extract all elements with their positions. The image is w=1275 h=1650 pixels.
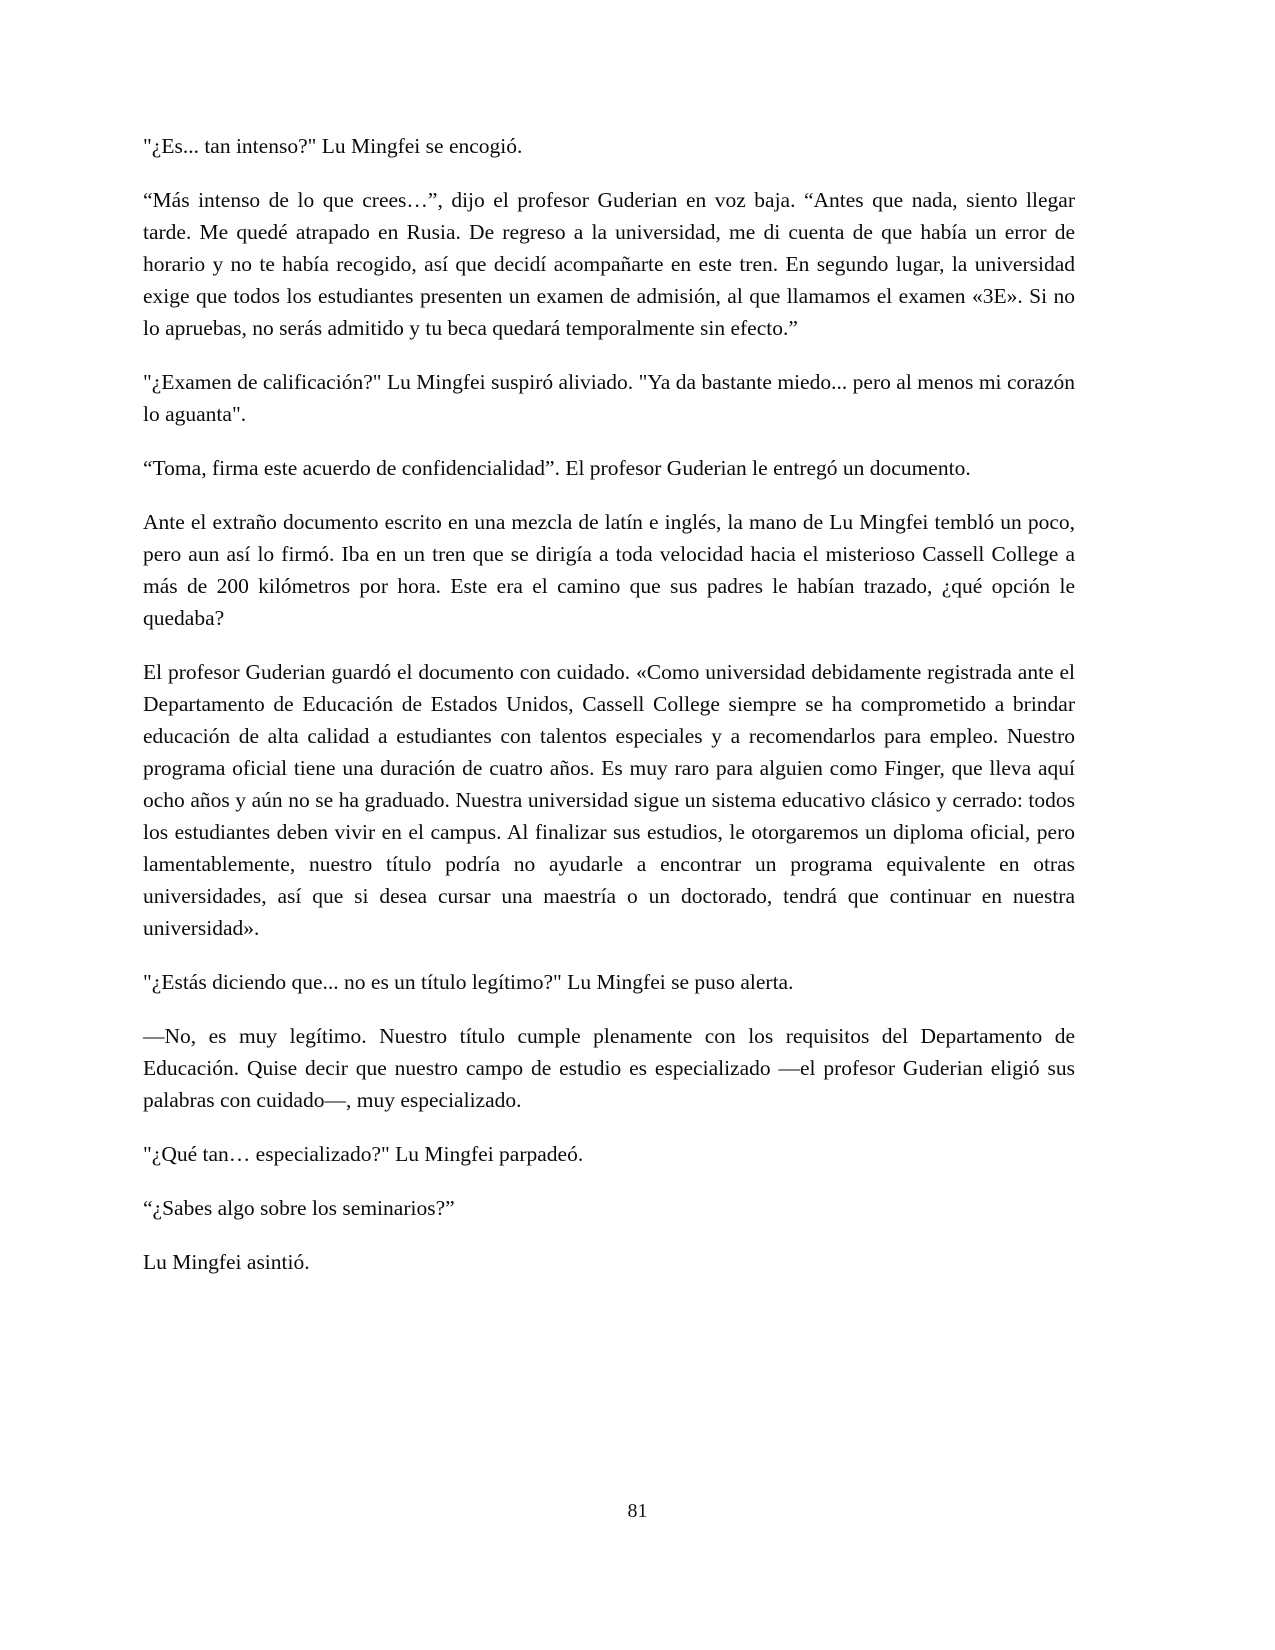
- body-text-column: [143, 130, 1075, 1278]
- paragraph: Ante el extraño documento escrito en una mezcla de latín e inglés, la mano de Lu Mingfei tembló un poco, pero aun así lo firmó. Iba en un tren que se dirigía a toda velocidad hacia el misterioso Cassell College a más de 200 kilómetros por hora. Este era el camino que sus padres le habían trazado, ¿qué opción le quedaba?: [143, 510, 1075, 630]
- paragraph: “Más intenso de lo que crees…”, dijo el profesor Guderian en voz baja. “Antes que nada, siento llegar tarde. Me quedé atrapado en Rusia. De regreso a la universidad, me di cuenta de que había un error de horario y no te había recogido, así que decidí acompañarte en este tren. En segundo lugar, la universidad exige que todos los estudiantes presenten un examen de admisión, al que llamamos el examen «3E». Si no lo apruebas, no serás admitido y tu beca quedará temporalmente sin efecto.”: [143, 188, 1075, 340]
- paragraph: El profesor Guderian guardó el documento con cuidado. «Como universidad debidamente registrada ante el Departamento de Educación de Estados Unidos, Cassell College siempre se ha comprometido a brindar educación de alta calidad a estudiantes con talentos especiales y a recomendarlos para empleo. Nuestro programa oficial tiene una duración de cuatro años. Es muy raro para alguien como Finger, que lleva aquí ocho años y aún no se ha graduado. Nuestra universidad sigue un sistema educativo clásico y cerrado: todos los estudiantes deben vivir en el campus. Al finalizar sus estudios, le otorgaremos un diploma oficial, pero lamentablemente, nuestro título podría no ayudarle a encontrar un programa equivalente en otras universidades, así que si desea cursar una maestría o un doctorado, tendrá que continuar en nuestra universidad».: [143, 660, 1075, 940]
- paragraph: "¿Examen de calificación?" Lu Mingfei suspiró aliviado. "Ya da bastante miedo... pero al menos mi corazón lo aguanta".: [143, 370, 1075, 426]
- paragraph: "¿Estás diciendo que... no es un título legítimo?" Lu Mingfei se puso alerta.: [143, 970, 794, 994]
- page-number: 81: [627, 1500, 648, 1522]
- paragraph: "¿Qué tan… especializado?" Lu Mingfei parpadeó.: [143, 1142, 584, 1166]
- paragraph: "¿Es... tan intenso?" Lu Mingfei se encogió.: [143, 134, 523, 158]
- paragraph: “Toma, firma este acuerdo de confidencialidad”. El profesor Guderian le entregó un documento.: [143, 456, 971, 480]
- paragraph: —No, es muy legítimo. Nuestro título cumple plenamente con los requisitos del Departamento de Educación. Quise decir que nuestro campo de estudio es especializado —el profesor Guderian eligió sus palabras con cuidado—, muy especializado.: [143, 1024, 1075, 1112]
- paragraph: “¿Sabes algo sobre los seminarios?”: [143, 1196, 455, 1220]
- paragraph: Lu Mingfei asintió.: [143, 1250, 310, 1274]
